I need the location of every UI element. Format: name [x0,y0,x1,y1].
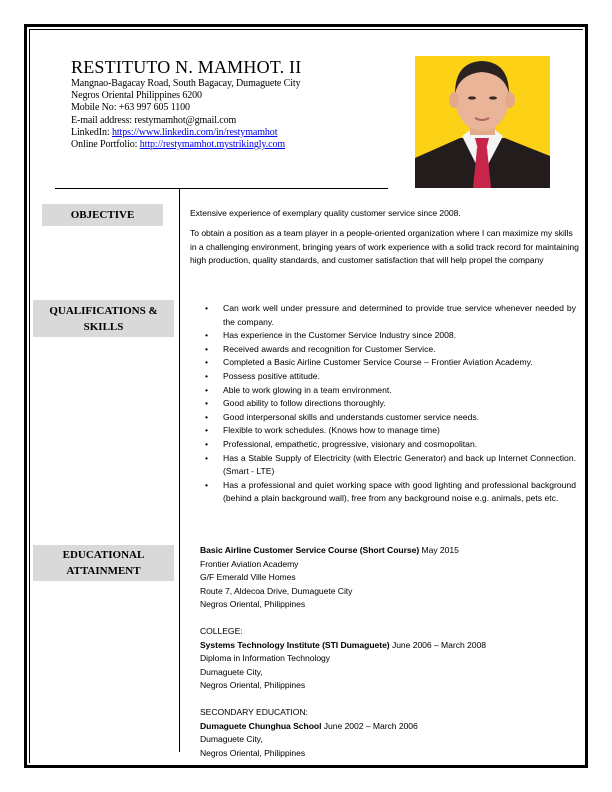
short-course-title [200,544,580,558]
short-course-type: (Short Course) [359,545,420,555]
bullet-icon: • [205,411,209,422]
short-course-name: Basic Airline Customer Service Course [200,545,358,555]
qualifications-list [205,302,576,506]
college-degree: Diploma in Information Technology [200,653,331,663]
objective-label: OBJECTIVE [42,204,163,226]
profile-photo [415,56,550,188]
secondary-title [200,720,580,734]
bullet-icon: • [205,384,209,395]
college-address: Dumaguete City, [200,666,263,677]
college-abbr: (STI Dumaguete) [322,639,390,650]
list-item [205,397,576,411]
education-section [200,544,580,760]
contact-header [71,57,301,151]
education-label [33,545,174,581]
list-item [205,370,576,384]
bullet-icon: • [205,438,209,449]
spacer [200,693,580,707]
list-item-text: Possess positive attitude. [223,370,320,381]
education-label-line-2: ATTAINMENT [66,565,141,577]
list-item-text: Professional, empathetic, progressive, visionary and cosmopolitan. [223,438,478,449]
address-line-2: Negros Oriental Philippines 6200 [71,90,202,102]
list-item [205,329,576,343]
short-course-school: Frontier Aviation Academy [200,558,299,569]
linkedin-label: LinkedIn: [71,126,112,138]
qualifications-label [33,300,174,337]
list-item-text: Good ability to follow directions thoroughly. [223,398,386,409]
qualifications-label-line-2: SKILLS [83,321,124,333]
list-item [205,479,576,506]
qualifications-label-line-1: QUALIFICATIONS & [49,305,158,317]
secondary-date: June 2002 – March 2006 [321,720,418,731]
short-course-address: Route 7, Aldecoa Drive, Dumaguete City [200,585,353,596]
objective-statement: To obtain a position as a team player in a people-oriented organization where I can maximize my skills in a challenging environment, bringing years of work experience with a solid track record for maintaining high production, quality standards, and customer satisfaction that will help propel the company [190,228,579,265]
list-item [205,356,576,370]
email-address: E-mail address: restymamhot@gmail.com [71,114,237,126]
secondary-address: Negros Oriental, Philippines [200,747,306,758]
list-item [205,302,576,329]
portfolio-link[interactable]: http://restymamhot.mystrikingly.com [139,139,286,151]
list-item-text: Completed a Basic Airline Customer Service Course – Frontier Aviation Academy. [223,357,533,368]
list-item-text: Can work well under pressure and determined to provide true service whenever needed by the company. [223,303,576,327]
bullet-icon: • [205,330,209,341]
secondary-school-name: Dumaguete Chunghua School [200,720,322,731]
mobile-number: Mobile No: +63 997 605 1100 [71,102,190,114]
list-item [205,424,576,438]
list-item-text: Has a Stable Supply of Electricity (with Electric Generator) and back up Internet Connection. (Smart - LTE) [223,452,576,477]
list-item-text: Able to work glowing in a team environment. [223,384,392,395]
college-heading: COLLEGE: [200,626,243,636]
column-divider [179,188,180,752]
list-item [205,411,576,425]
bullet-icon: • [205,479,209,490]
linkedin-link[interactable]: https://www.linkedin.com/in/restymamhot [111,126,278,138]
college-name: Systems Technology Institute [200,639,320,650]
college-date: June 2006 – March 2008 [389,639,486,650]
short-course-date: May 2015 [419,545,459,555]
list-item-text: Has experience in the Customer Service Industry since 2008. [223,330,457,341]
list-item [205,384,576,398]
short-course-address: G/F Emerald Ville Homes [200,572,296,582]
list-item [205,343,576,357]
list-item-text: Received awards and recognition for Customer Service. [223,343,436,354]
list-item-text: Has a professional and quiet working space with good lighting and professional background (behind a plain background wall), free from any background noise e.g. animals, pets etc. [223,479,576,504]
bullet-icon: • [205,343,209,354]
address-line-1: Mangnao-Bagacay Road, South Bagacay, Dumaguete City [71,78,301,89]
portfolio-label: Online Portfolio: [71,139,140,151]
objective-section [190,207,580,274]
header-divider [55,188,388,189]
list-item [205,438,576,452]
bullet-icon: • [205,370,209,381]
linkedin-row [71,127,301,139]
college-address: Negros Oriental, Philippines [200,680,306,690]
bullet-icon: • [205,425,209,436]
portfolio-row [71,139,301,151]
college-title [200,639,580,653]
applicant-name: RESTITUTO N. MAMHOT. II [71,57,302,77]
spacer [200,612,580,626]
bullet-icon: • [205,303,209,313]
bullet-icon: • [205,357,209,368]
short-course-address: Negros Oriental, Philippines [200,599,306,609]
objective-summary: Extensive experience of exemplary quality customer service since 2008. [190,208,461,218]
secondary-heading: SECONDARY EDUCATION: [200,707,308,717]
bullet-icon: • [205,398,209,409]
bullet-icon: • [205,452,209,463]
list-item-text: Flexible to work schedules. (Knows how to manage time) [223,425,440,436]
list-item [205,452,576,479]
education-label-line-1: EDUCATIONAL [62,549,145,561]
list-item-text: Good interpersonal skills and understands customer service needs. [223,411,480,422]
secondary-address: Dumaguete City, [200,734,263,744]
